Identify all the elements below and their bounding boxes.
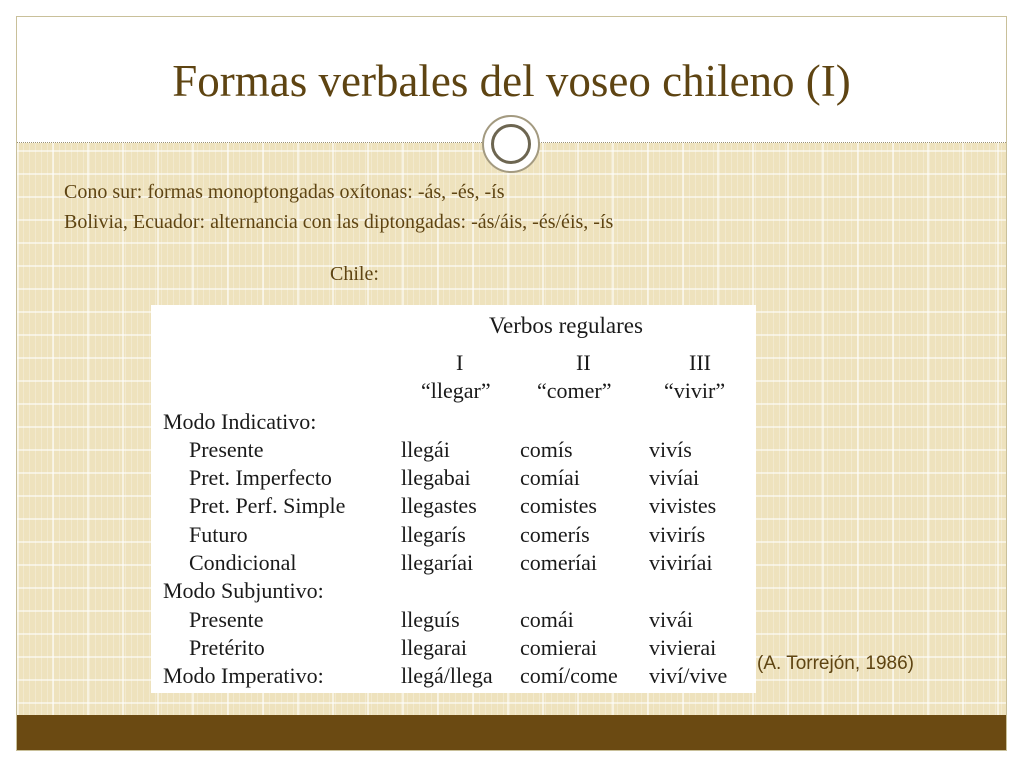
table-cell: comíai [520,465,580,490]
row-label: Modo Imperativo: [163,663,324,688]
table-cell: llegarís [401,522,466,547]
slide [16,16,1007,751]
footer-band [17,715,1006,750]
row-label: Condicional [189,550,297,575]
table-cell: viviríai [649,550,713,575]
table-cell: llegaríai [401,550,474,575]
slide-title: Formas verbales del voseo chileno (I) [172,56,851,106]
table-cell: llegarai [401,635,467,660]
row-label: Futuro [189,522,248,547]
citation: (A. Torrejón, 1986) [757,653,915,674]
table-cell: vivíai [649,465,700,490]
circle-ornament-icon [482,115,540,173]
table-cell: comerís [520,522,590,547]
table-cell: llegái [401,437,450,462]
table-cell: comierai [520,635,597,660]
row-label: Modo Subjuntivo: [163,578,324,603]
row-label: Modo Indicativo: [163,409,317,434]
table-cell: llegastes [401,493,477,518]
verb-table-image [151,305,756,693]
chile-label: Chile: [330,263,379,285]
table-cell: lleguís [401,607,460,632]
table-cell: vivái [649,607,693,632]
body-line-1: Cono sur: formas monoptongadas oxítonas: -ás, -és, -ís [64,181,505,203]
table-cell: comái [520,607,574,632]
table-cell: comí/come [520,663,618,688]
column-numeral: III [689,350,711,375]
column-verb: “comer” [537,378,612,403]
table-cell: vivierai [649,635,717,660]
table-cell: comís [520,437,573,462]
column-verb: “vivir” [664,378,726,403]
table-cell: vivís [649,437,692,462]
row-label: Presente [189,437,264,462]
row-label: Pret. Perf. Simple [189,493,346,518]
row-label: Pret. Imperfecto [189,465,332,490]
table-cell: vivistes [649,493,717,518]
table-cell: comeríai [520,550,597,575]
table-heading: Verbos regulares [489,313,643,338]
row-label: Pretérito [189,635,265,660]
body-text [64,177,613,237]
table-cell: comistes [520,493,597,518]
body-line-2: Bolivia, Ecuador: alternancia con las diptongadas: -ás/áis, -és/éis, -ís [64,211,614,233]
table-cell: viví/vive [649,663,728,688]
column-numeral: II [576,350,591,375]
row-label: Presente [189,607,264,632]
column-verb: “llegar” [421,378,491,403]
column-numeral: I [456,350,464,375]
table-cell: vivirís [649,522,706,547]
table-cell: llegabai [401,465,471,490]
table-cell: llegá/llega [401,663,493,688]
